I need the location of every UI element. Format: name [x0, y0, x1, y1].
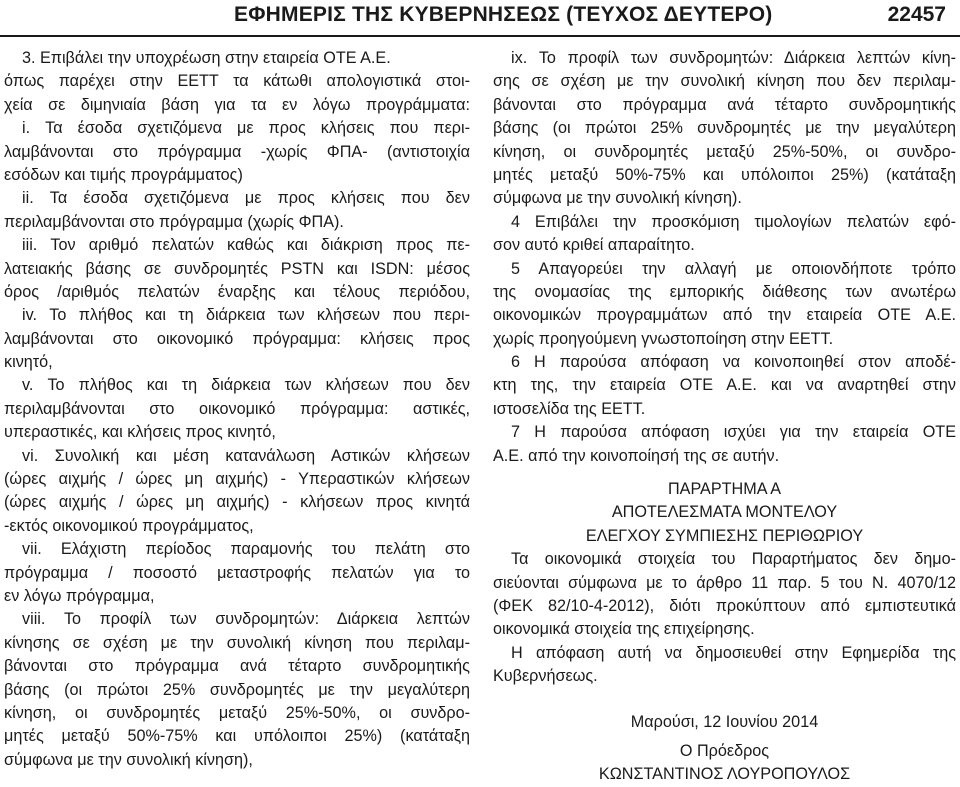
- annex-title-line3: ΕΛΕΓΧΟΥ ΣΥΜΠΙΕΣΗΣ ΠΕΡΙΘΩΡΙΟΥ: [585, 526, 864, 545]
- left-column: [4, 47, 470, 772]
- annex-title-line1: ΠΑΡΑΡΤΗΜΑ Α: [667, 480, 782, 499]
- signature-place-date: Μαρούσι, 12 Ιουνίου 2014: [630, 712, 819, 731]
- annex-title-line2: ΑΠΟΤΕΛΕΣΜΑΤΑ ΜΟΝΤΕΛΟΥ: [611, 503, 838, 522]
- text-line: βάσης (οι πρώτοι 25% συνδρομητές με την μεγαλύτερη: [4, 680, 470, 699]
- right-column-body: [493, 47, 956, 468]
- text-line: Τα οικονομικά στοιχεία του Παραρτήματος δεν δημο-: [511, 550, 956, 569]
- text-line: χωρίς προηγούμενη γνωστοποίηση στην ΕΕΤΤ.: [493, 329, 834, 348]
- text-line: λαμβάνονται στο πρόγραμμα -χωρίς ΦΠΑ- (αντιστοιχία: [4, 142, 470, 161]
- text-line: λαμβάνονται στο οικονομικό πρόγραμμα: κλήσεις προς: [4, 329, 470, 348]
- text-line: Α.Ε. από την κοινοποίησή της σε αυτήν.: [493, 446, 780, 465]
- text-line: πρόγραμμα / ποσοστό μεταστροφής πελατών για το: [4, 563, 470, 582]
- text-line: βάνονται στο πρόγραμμα ανά τέταρτο συνδρομητικής: [4, 657, 470, 676]
- text-line: (ώρες αιχμής / ώρες μη αιχμής) - Υπεραστικών κλήσεων: [4, 470, 470, 489]
- text-line: 6 Η παρούσα απόφαση να κοινοποιηθεί στον αποδέ-: [511, 353, 956, 372]
- signature-role: Ο Πρόεδρος: [679, 741, 770, 760]
- text-line: 3. Επιβάλει την υποχρέωση στην εταιρεία ΟΤΕ Α.Ε.: [22, 49, 391, 67]
- text-line: μητές μεταξύ 50%-75% και υπόλοιποι 25%) (κατάταξη: [4, 727, 470, 746]
- text-line: κίνηση, οι συνδρομητές μεταξύ 25%-50%, οι συνδρο-: [493, 142, 956, 161]
- text-line: ii. Τα έσοδα σχετιζόμενα με προς κλήσεις που δεν: [22, 189, 470, 208]
- text-line: σης σε σχέση με την συνολική κίνηση που δεν περιλαμ-: [493, 72, 956, 91]
- text-line: σον αυτό κριθεί απαραίτητο.: [493, 236, 695, 255]
- text-line: κινητό,: [4, 353, 53, 372]
- text-line: iii. Τον αριθμό πελατών καθώς και διάκριση προς πε-: [22, 236, 470, 255]
- text-line: σύμφωνα με την συνολική κίνηση),: [4, 750, 253, 769]
- text-line: σιεύονται σύμφωνα με το άρθρο 11 παρ. 5 του Ν. 4070/12: [493, 573, 956, 592]
- text-line: λατειακής βάσης σε συνδρομητές PSTN και ISDN: μέσος: [4, 259, 470, 278]
- text-line: Η απόφαση αυτή να δημοσιευθεί στην Εφημερίδα της: [511, 643, 956, 662]
- text-line: υπεραστικές, και κλήσεις προς κινητό,: [4, 423, 276, 442]
- gazette-title: ΕΦΗΜΕΡΙΣ ΤΗΣ ΚΥΒΕΡΝΗΣΕΩΣ (ΤΕΥΧΟΣ ΔΕΥΤΕΡΟ): [234, 3, 773, 26]
- annex-body: [493, 548, 956, 688]
- text-line: v. Το πλήθος και τη διάρκεια των κλήσεων που δεν: [22, 376, 470, 395]
- text-line: μητές μεταξύ 50%-75% και υπόλοιποι 25%) (κατάταξη: [493, 165, 956, 184]
- text-line: i. Τα έσοδα σχετιζόμενα με προς κλήσεις που περι-: [22, 119, 470, 138]
- text-line: σύμφωνα με την συνολική κίνηση).: [493, 189, 742, 208]
- text-line: όρος /αριθμός πελατών έναρξης και τέλους περιόδου,: [4, 282, 470, 301]
- text-line: 4 Επιβάλει την προσκόμιση τιμολογίων πελατών εφό-: [511, 212, 956, 231]
- text-line: οικονομικών προγραμμάτων από την εταιρεία ΟΤΕ Α.Ε.: [493, 306, 956, 325]
- text-line: περιλαμβάνονται στο οικονομικό πρόγραμμα: αστικές,: [4, 399, 470, 418]
- text-line: κίνηση, οι συνδρομητές μεταξύ 25%-50%, οι συνδρο-: [4, 703, 470, 722]
- text-line: οικονομικά στοιχεία της επιχείρησης.: [493, 620, 755, 639]
- text-line: iv. Το πλήθος και τη διάρκεια των κλήσεων που περι-: [22, 306, 470, 325]
- text-line: 7 Η παρούσα απόφαση ισχύει για την εταιρεία ΟΤΕ: [511, 423, 956, 442]
- text-line: (ώρες αιχμής / ώρες μη αιχμής) - κλήσεων προς κινητά: [4, 493, 470, 512]
- text-line: βάσης (οι πρώτοι 25% συνδρομητές με την μεγαλύτερη: [493, 119, 956, 138]
- signature-name: ΚΩΝΣΤΑΝΤΙΝΟΣ ΛΟΥΡΟΠΟΥΛΟΣ: [598, 765, 851, 784]
- header-rule: [0, 35, 960, 37]
- page-header: [0, 0, 960, 40]
- text-line: κτη της, την εταιρεία ΟΤΕ Α.Ε. και να αναρτηθεί στην: [493, 376, 956, 395]
- text-line: χεία σε διμηνιαία βάση για τα εν λόγω προγράμματα:: [4, 95, 470, 114]
- text-line: περιλαμβάνονται στο πρόγραμμα (χωρίς ΦΠΑ).: [4, 212, 344, 231]
- text-line: 5 Απαγορεύει την αλλαγή με οποιονδήποτε τρόπο: [511, 259, 956, 278]
- text-line: ιστοσελίδα της ΕΕΤΤ.: [493, 399, 646, 418]
- text-line: Κυβερνήσεως.: [493, 667, 598, 686]
- text-line: εν λόγω πρόγραμμα,: [4, 586, 155, 605]
- text-line: βάνονται στο πρόγραμμα ανά τέταρτο συνδρομητικής: [493, 95, 956, 114]
- text-line: vii. Ελάχιστη περίοδος παραμονής του πελάτη στο: [22, 540, 470, 559]
- text-line: εσόδων και τιμής προγράμματος): [4, 165, 243, 184]
- text-line: viii. Το προφίλ των συνδρομητών: Διάρκεια λεπτών: [22, 610, 470, 629]
- text-line: κίνησης σε σχέση με την συνολική κίνηση που περιλαμ-: [4, 633, 470, 652]
- page-number: 22457: [887, 3, 946, 26]
- text-line: vi. Συνολική και μέση κατανάλωση Αστικών κλήσεων: [22, 446, 470, 465]
- text-line: -εκτός οικονομικού προγράμματος,: [4, 516, 254, 535]
- right-column: [493, 47, 956, 787]
- text-line: της ονομασίας της εμπορικής διάθεσης των ανωτέρω: [493, 282, 956, 301]
- text-line: όπως παρέχει στην ΕΕΤΤ τα κάτωθι απολογιστικά στοι-: [4, 72, 470, 91]
- text-line: (ΦΕΚ 82/10-4-2012), διότι προκύπτουν από εμπιστευτικά: [493, 596, 956, 615]
- text-line: ix. Το προφίλ των συνδρομητών: Διάρκεια λεπτών κίνη-: [511, 49, 956, 67]
